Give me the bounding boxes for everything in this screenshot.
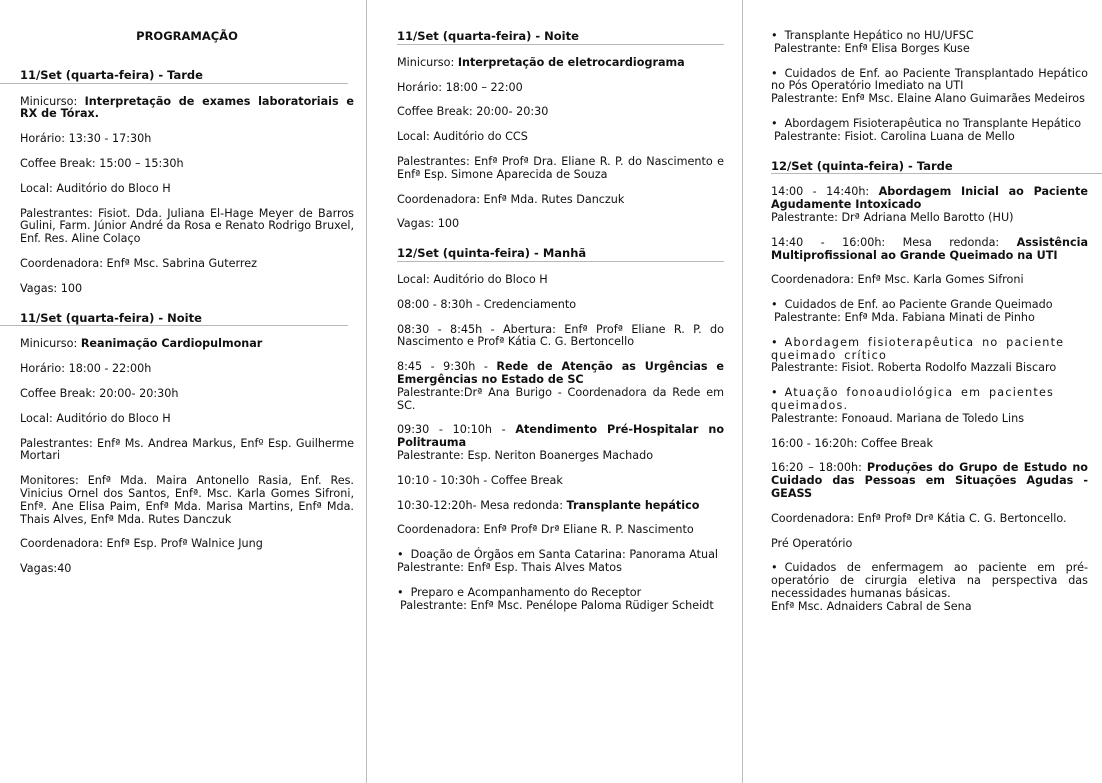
minicurso-exams-title: Interpretação de exames laboratoriais e RX de Tórax. bbox=[20, 94, 354, 121]
coffee-break: Coffee Break: 20:00- 20:30h bbox=[20, 386, 179, 400]
minicurso-cpr-title: Reanimação Cardiopulmonar bbox=[80, 337, 263, 351]
speakers: Palestrantes: Fisiot. Dda. Juliana El-Hage Meyer de Barros Gulini, Farm. Júnior André da Rosa e Renato Rodrigo Bruxel, Enf. Res. Aline Colaço bbox=[20, 206, 354, 246]
talk-speaker: Palestrante: Esp. Neriton Boanerges Machado bbox=[397, 448, 654, 462]
talk-pre-op: • Cuidados de enfermagem ao paciente em pré-operatório de cirurgia eletiva na perspectiva das necessidades humanas básicas. Enfª Msc. Adnaiders Cabral de Sena bbox=[771, 562, 1088, 613]
talk-prehospital-title: Atendimento Pré-Hospitalar no Politrauma bbox=[397, 423, 725, 450]
bullet-icon bbox=[771, 29, 785, 42]
section-header-thu-morning: 12/Set (quinta-feira) - Manhã bbox=[397, 247, 724, 262]
talk-speaker: Palestrante:Drª Ana Burigo - Coordenadora da Rede em SC. bbox=[397, 385, 724, 412]
bullet-icon bbox=[771, 336, 785, 349]
location: Local: Auditório do Bloco H bbox=[20, 411, 171, 425]
section-header-wed-night-ecg: 11/Set (quarta-feira) - Noite bbox=[397, 30, 724, 45]
talk-emergency-network: 8:45 - 9:30h - Rede de Atenção as Urgências e Emergências no Estado de SC Palestrante:Drª Ana Burigo - Coordenadora da Rede em SC. bbox=[397, 360, 724, 412]
talk-burn-care: • Cuidados de Enf. ao Paciente Grande Queimado Palestrante: Enfª Mda. Fabiana Minati de Pinho bbox=[771, 299, 1088, 325]
program-column-1 bbox=[0, 0, 366, 783]
bullet-icon bbox=[397, 548, 411, 561]
vacancies: Vagas: 100 bbox=[20, 281, 83, 295]
minicurso-ecg-title: Interpretação de eletrocardiograma bbox=[457, 55, 685, 69]
minicurso-ecg: Minicurso: Interpretação de eletrocardiograma bbox=[397, 55, 685, 69]
talk-burn-physio: • Abordagem fisioterapêutica no paciente queimado crítico Palestrante: Fisiot. Roberta Rodolfo Mazzali Biscaro bbox=[771, 337, 1088, 375]
round-table-transplant-title: Transplante hepático bbox=[566, 498, 700, 512]
bullet-icon bbox=[771, 561, 785, 574]
talk-transplant-care: • Cuidados de Enf. ao Paciente Transplantado Hepático no Pós Operatório Imediato na UTI Palestrante: Enfª Msc. Elaine Alano Guimarães Medeiros bbox=[771, 68, 1088, 106]
talk-speaker: Palestrante: Enfª Elisa Borges Kuse bbox=[774, 41, 970, 55]
program-column-2 bbox=[366, 0, 742, 783]
coordinator: Coordenadora: Enfª Profª Drª Kátia C. G. Bertoncello. bbox=[771, 511, 1067, 525]
talk-geass: 16:20 – 18:00h: Produções do Grupo de Estudo no Cuidado das Pessoas em Situações Agudas - GEASS bbox=[771, 461, 1088, 500]
talk-intoxication-title: Abordagem Inicial ao Paciente Agudamente Intoxicado bbox=[771, 185, 1088, 212]
coordinator: Coordenadora: Enfª Esp. Profª Walnice Jung bbox=[20, 537, 263, 551]
minicurso-exams: Minicurso: Interpretação de exames laboratoriais e RX de Tórax. bbox=[20, 94, 354, 121]
talk-speaker: Palestrante: Enfª Mda. Fabiana Minati de Pinho bbox=[774, 310, 1035, 324]
coordinator: Coordenadora: Enfª Mda. Rutes Danczuk bbox=[397, 192, 625, 206]
talk-intoxication: 14:00 - 14:40h: Abordagem Inicial ao Paciente Agudamente Intoxicado Palestrante: Drª Adriana Mello Barotto (HU) bbox=[771, 185, 1088, 224]
location: Local: Auditório do CCS bbox=[397, 130, 528, 144]
section-header-thu-afternoon: 12/Set (quinta-feira) - Tarde bbox=[771, 160, 1102, 175]
program-column-3 bbox=[742, 0, 1102, 783]
schedule-time: Horário: 18:00 – 22:00 bbox=[397, 80, 523, 94]
section-header-wed-night: 11/Set (quarta-feira) - Noite bbox=[0, 312, 348, 327]
bullet-icon bbox=[771, 298, 785, 311]
talk-speaker: Palestrante: Enfª Msc. Elaine Alano Guimarães Medeiros bbox=[771, 92, 1085, 106]
talk-organ-donation: • Doação de Órgãos em Santa Catarina: Panorama Atual Palestrante: Enfª Esp. Thais Alves Matos bbox=[397, 549, 724, 575]
coffee-break: Coffee Break: 15:00 – 15:30h bbox=[20, 156, 184, 170]
location: Local: Auditório do Bloco H bbox=[20, 181, 171, 195]
talk-speaker: Palestrante: Fisiot. Roberta Rodolfo Mazzali Biscaro bbox=[771, 361, 1057, 375]
pre-op-heading: Pré Operatório bbox=[771, 536, 853, 550]
schedule-time: Horário: 13:30 - 17:30h bbox=[20, 132, 152, 146]
coffee-break: Coffee Break: 20:00- 20:30 bbox=[397, 105, 549, 119]
vacancies: Vagas: 100 bbox=[397, 217, 460, 231]
speakers: Palestrantes: Enfª Profª Dra. Eliane R. P. do Nascimento e Enfª Esp. Simone Aparecida de Souza bbox=[397, 154, 724, 181]
talk-transplant-physio: • Abordagem Fisioterapêutica no Transplante Hepático Palestrante: Fisiot. Carolina Luana de Mello bbox=[771, 118, 1088, 144]
registration: 08:00 - 8:30h - Credenciamento bbox=[397, 297, 577, 311]
round-table-transplant: 10:30-12:20h- Mesa redonda: Transplante hepático bbox=[397, 498, 700, 512]
talk-speaker: Palestrante: Fonoaud. Mariana de Toledo Lins bbox=[771, 411, 1025, 425]
vacancies: Vagas:40 bbox=[20, 562, 72, 576]
program-title: PROGRAMAÇÃO bbox=[136, 29, 238, 43]
talk-prehospital: 09:30 - 10:10h - Atendimento Pré-Hospitalar no Politrauma Palestrante: Esp. Neriton Boanerges Machado bbox=[397, 423, 725, 462]
coffee-break: 10:10 - 10:30h - Coffee Break bbox=[397, 473, 563, 487]
bullet-icon bbox=[771, 117, 785, 130]
talk-speaker: Palestrante: Drª Adriana Mello Barotto (HU) bbox=[771, 210, 1014, 224]
coordinator: Coordenadora: Enfª Msc. Sabrina Guterrez bbox=[20, 256, 258, 270]
section-header-wed-afternoon: 11/Set (quarta-feira) - Tarde bbox=[0, 69, 348, 84]
talk-speaker: Palestrante: Fisiot. Carolina Luana de Mello bbox=[774, 129, 1015, 143]
talk-speaker: Palestrante: Enfª Esp. Thais Alves Matos bbox=[397, 560, 622, 574]
bullet-icon bbox=[771, 67, 785, 80]
minicurso-cpr: Minicurso: Reanimação Cardiopulmonar bbox=[20, 337, 263, 351]
schedule-time: Horário: 18:00 - 22:00h bbox=[20, 362, 152, 376]
talk-receptor: • Preparo e Acompanhamento do Receptor Palestrante: Enfª Msc. Penélope Paloma Rüdiger Scheidt bbox=[397, 587, 724, 613]
bullet-icon bbox=[771, 386, 785, 399]
coordinator: Coordenadora: Enfª Msc. Karla Gomes Sifroni bbox=[771, 273, 1024, 287]
bullet-icon bbox=[397, 586, 411, 599]
talk-emergency-network-title: Rede de Atenção as Urgências e Emergências no Estado de SC bbox=[397, 360, 724, 386]
talk-burn-speech: • Atuação fonoaudiológica em pacientes queimados. Palestrante: Fonoaud. Mariana de Toledo Lins bbox=[771, 387, 1088, 425]
talk-speaker: Palestrante: Enfª Msc. Penélope Paloma Rüdiger Scheidt bbox=[400, 598, 714, 612]
speakers: Palestrantes: Enfª Ms. Andrea Markus, Enfº Esp. Guilherme Mortari bbox=[20, 436, 354, 463]
talk-hu-transplant: • Transplante Hepático no HU/UFSC Palestrante: Enfª Elisa Borges Kuse bbox=[771, 30, 1088, 56]
coordinator: Coordenadora: Enfª Profª Drª Eliane R. P. Nascimento bbox=[397, 523, 694, 537]
talk-geass-title: Produções do Grupo de Estudo no Cuidado das Pessoas em Situações Agudas - GEASS bbox=[771, 461, 1088, 500]
coffee-break: 16:00 - 16:20h: Coffee Break bbox=[771, 436, 933, 450]
monitors: Monitores: Enfª Mda. Maira Antonello Rasia, Enf. Res. Vinicius Ornel dos Santos, Enfª. Msc. Karla Gomes Sifroni, Enfª. Ane Elisa Paim, Enfª Mda. Marisa Martins, Enfª Mda. Thais Alves, Enfª Mda. Rutes Danczuk bbox=[20, 474, 354, 526]
round-table-burns: 14:40 - 16:00h: Mesa redonda: Assistência Multiprofissional ao Grande Queimado na UTI bbox=[771, 235, 1088, 262]
opening: 08:30 - 8:45h - Abertura: Enfª Profª Eliane R. P. do Nascimento e Profª Kátia C. G. Bertoncello bbox=[397, 322, 724, 349]
round-table-burns-title: Assistência Multiprofissional ao Grande Queimado na UTI bbox=[771, 235, 1088, 262]
location: Local: Auditório do Bloco H bbox=[397, 272, 548, 286]
talk-speaker: Enfª Msc. Adnaiders Cabral de Sena bbox=[771, 599, 972, 613]
